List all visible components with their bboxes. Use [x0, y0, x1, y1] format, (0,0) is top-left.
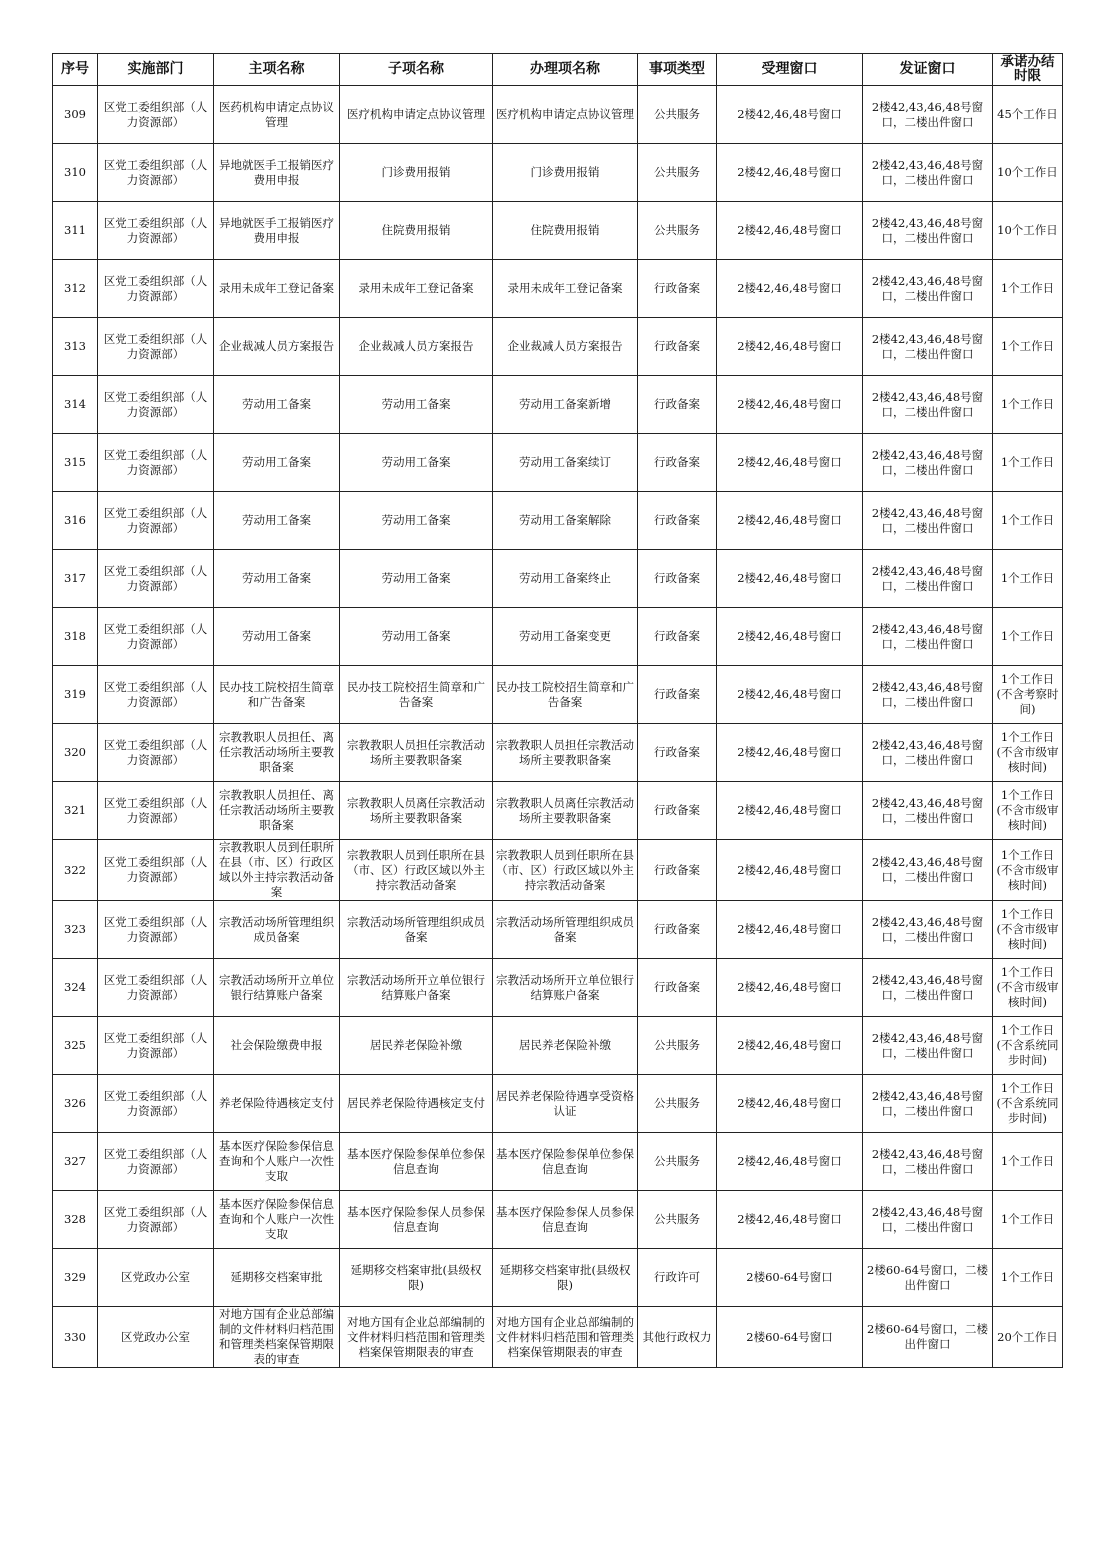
cell-time-limit: 1个工作日(不含市级审核时间)	[993, 959, 1063, 1017]
cell-index: 320	[53, 724, 98, 782]
cell-index: 330	[53, 1307, 98, 1368]
cell-department: 区党工委组织部（人力资源部）	[98, 550, 214, 608]
cell-issue-window: 2楼60-64号窗口，二楼出件窗口	[863, 1307, 993, 1368]
cell-time-limit: 1个工作日	[993, 434, 1063, 492]
cell-department: 区党工委组织部（人力资源部）	[98, 86, 214, 144]
cell-department: 区党工委组织部（人力资源部）	[98, 1133, 214, 1191]
table-row	[53, 901, 1063, 959]
cell-index: 316	[53, 492, 98, 550]
cell-issue-window: 2楼42,43,46,48号窗口，二楼出件窗口	[863, 376, 993, 434]
cell-item-type: 公共服务	[638, 202, 717, 260]
cell-issue-window: 2楼42,43,46,48号窗口，二楼出件窗口	[863, 724, 993, 782]
cell-sub-item: 门诊费用报销	[340, 144, 493, 202]
cell-handling-item: 门诊费用报销	[493, 144, 638, 202]
cell-item-type: 行政备案	[638, 608, 717, 666]
cell-index: 309	[53, 86, 98, 144]
cell-time-limit: 1个工作日	[993, 260, 1063, 318]
cell-item-type: 行政备案	[638, 492, 717, 550]
cell-sub-item: 延期移交档案审批(县级权限)	[340, 1249, 493, 1307]
cell-main-item: 对地方国有企业总部编制的文件材料归档范围和管理类档案保管期限表的审查	[214, 1307, 340, 1368]
cell-main-item: 宗教活动场所开立单位银行结算账户备案	[214, 959, 340, 1017]
cell-item-type: 行政备案	[638, 724, 717, 782]
cell-item-type: 公共服务	[638, 144, 717, 202]
cell-handling-item: 住院费用报销	[493, 202, 638, 260]
cell-handling-item: 宗教教职人员到任职所在县（市、区）行政区域以外主持宗教活动备案	[493, 840, 638, 901]
cell-department: 区党工委组织部（人力资源部）	[98, 376, 214, 434]
cell-item-type: 行政备案	[638, 434, 717, 492]
cell-accept-window: 2楼42,46,48号窗口	[717, 901, 863, 959]
cell-main-item: 劳动用工备案	[214, 376, 340, 434]
cell-handling-item: 劳动用工备案终止	[493, 550, 638, 608]
cell-time-limit: 1个工作日	[993, 1191, 1063, 1249]
cell-issue-window: 2楼42,43,46,48号窗口，二楼出件窗口	[863, 1133, 993, 1191]
table-row	[53, 959, 1063, 1017]
cell-sub-item: 民办技工院校招生简章和广告备案	[340, 666, 493, 724]
cell-index: 327	[53, 1133, 98, 1191]
cell-index: 318	[53, 608, 98, 666]
cell-department: 区党工委组织部（人力资源部）	[98, 901, 214, 959]
cell-handling-item: 劳动用工备案新增	[493, 376, 638, 434]
cell-issue-window: 2楼42,43,46,48号窗口，二楼出件窗口	[863, 202, 993, 260]
cell-department: 区党工委组织部（人力资源部）	[98, 202, 214, 260]
cell-index: 326	[53, 1075, 98, 1133]
cell-issue-window: 2楼60-64号窗口，二楼出件窗口	[863, 1249, 993, 1307]
cell-issue-window: 2楼42,43,46,48号窗口，二楼出件窗口	[863, 86, 993, 144]
cell-main-item: 劳动用工备案	[214, 434, 340, 492]
cell-department: 区党工委组织部（人力资源部）	[98, 724, 214, 782]
cell-accept-window: 2楼42,46,48号窗口	[717, 1017, 863, 1075]
cell-time-limit: 1个工作日(不含系统同步时间)	[993, 1017, 1063, 1075]
cell-issue-window: 2楼42,43,46,48号窗口，二楼出件窗口	[863, 666, 993, 724]
cell-handling-item: 基本医疗保险参保单位参保信息查询	[493, 1133, 638, 1191]
cell-department: 区党工委组织部（人力资源部）	[98, 782, 214, 840]
cell-item-type: 行政备案	[638, 666, 717, 724]
cell-issue-window: 2楼42,43,46,48号窗口，二楼出件窗口	[863, 1191, 993, 1249]
cell-time-limit: 1个工作日	[993, 318, 1063, 376]
cell-time-limit: 45个工作日	[993, 86, 1063, 144]
cell-department: 区党工委组织部（人力资源部）	[98, 959, 214, 1017]
cell-main-item: 宗教教职人员担任、离任宗教活动场所主要教职备案	[214, 782, 340, 840]
cell-sub-item: 居民养老保险待遇核定支付	[340, 1075, 493, 1133]
cell-sub-item: 对地方国有企业总部编制的文件材料归档范围和管理类档案保管期限表的审查	[340, 1307, 493, 1368]
table-row	[53, 492, 1063, 550]
cell-sub-item: 劳动用工备案	[340, 608, 493, 666]
cell-item-type: 公共服务	[638, 1017, 717, 1075]
cell-sub-item: 劳动用工备案	[340, 492, 493, 550]
cell-sub-item: 基本医疗保险参保单位参保信息查询	[340, 1133, 493, 1191]
table-row	[53, 1017, 1063, 1075]
cell-department: 区党工委组织部（人力资源部）	[98, 492, 214, 550]
cell-item-type: 行政备案	[638, 959, 717, 1017]
cell-main-item: 异地就医手工报销医疗费用申报	[214, 202, 340, 260]
header-accept-window: 受理窗口	[717, 54, 863, 86]
cell-index: 325	[53, 1017, 98, 1075]
table-row	[53, 318, 1063, 376]
table-row	[53, 608, 1063, 666]
cell-accept-window: 2楼42,46,48号窗口	[717, 1075, 863, 1133]
table-row	[53, 550, 1063, 608]
cell-index: 317	[53, 550, 98, 608]
cell-sub-item: 劳动用工备案	[340, 376, 493, 434]
cell-item-type: 行政备案	[638, 901, 717, 959]
cell-accept-window: 2楼42,46,48号窗口	[717, 86, 863, 144]
cell-department: 区党工委组织部（人力资源部）	[98, 608, 214, 666]
table-row	[53, 260, 1063, 318]
header-main-item: 主项名称	[214, 54, 340, 86]
cell-time-limit: 10个工作日	[993, 202, 1063, 260]
cell-main-item: 劳动用工备案	[214, 550, 340, 608]
cell-time-limit: 1个工作日	[993, 492, 1063, 550]
cell-accept-window: 2楼42,46,48号窗口	[717, 492, 863, 550]
table-header-row	[53, 54, 1063, 86]
cell-main-item: 民办技工院校招生简章和广告备案	[214, 666, 340, 724]
cell-handling-item: 延期移交档案审批(县级权限)	[493, 1249, 638, 1307]
cell-issue-window: 2楼42,43,46,48号窗口，二楼出件窗口	[863, 840, 993, 901]
cell-accept-window: 2楼42,46,48号窗口	[717, 959, 863, 1017]
cell-department: 区党工委组织部（人力资源部）	[98, 666, 214, 724]
cell-item-type: 行政备案	[638, 260, 717, 318]
table-row	[53, 1191, 1063, 1249]
table-row	[53, 202, 1063, 260]
cell-main-item: 养老保险待遇核定支付	[214, 1075, 340, 1133]
service-items-table	[52, 53, 1063, 1368]
cell-item-type: 公共服务	[638, 1133, 717, 1191]
cell-department: 区党工委组织部（人力资源部）	[98, 260, 214, 318]
cell-main-item: 基本医疗保险参保信息查询和个人账户一次性支取	[214, 1191, 340, 1249]
cell-sub-item: 劳动用工备案	[340, 434, 493, 492]
table-row	[53, 1133, 1063, 1191]
cell-issue-window: 2楼42,43,46,48号窗口，二楼出件窗口	[863, 608, 993, 666]
cell-index: 313	[53, 318, 98, 376]
cell-main-item: 劳动用工备案	[214, 608, 340, 666]
cell-main-item: 异地就医手工报销医疗费用申报	[214, 144, 340, 202]
cell-time-limit: 1个工作日(不含市级审核时间)	[993, 782, 1063, 840]
cell-accept-window: 2楼42,46,48号窗口	[717, 840, 863, 901]
cell-time-limit: 1个工作日	[993, 608, 1063, 666]
table-row	[53, 666, 1063, 724]
cell-accept-window: 2楼42,46,48号窗口	[717, 666, 863, 724]
cell-index: 311	[53, 202, 98, 260]
cell-department: 区党工委组织部（人力资源部）	[98, 144, 214, 202]
cell-department: 区党政办公室	[98, 1249, 214, 1307]
cell-issue-window: 2楼42,43,46,48号窗口，二楼出件窗口	[863, 959, 993, 1017]
cell-handling-item: 宗教教职人员担任宗教活动场所主要教职备案	[493, 724, 638, 782]
cell-index: 321	[53, 782, 98, 840]
cell-sub-item: 基本医疗保险参保人员参保信息查询	[340, 1191, 493, 1249]
cell-accept-window: 2楼42,46,48号窗口	[717, 318, 863, 376]
table-row	[53, 376, 1063, 434]
cell-main-item: 劳动用工备案	[214, 492, 340, 550]
cell-item-type: 行政备案	[638, 376, 717, 434]
cell-handling-item: 基本医疗保险参保人员参保信息查询	[493, 1191, 638, 1249]
cell-sub-item: 医疗机构申请定点协议管理	[340, 86, 493, 144]
cell-accept-window: 2楼42,46,48号窗口	[717, 144, 863, 202]
cell-accept-window: 2楼42,46,48号窗口	[717, 376, 863, 434]
cell-sub-item: 宗教教职人员到任职所在县（市、区）行政区域以外主持宗教活动备案	[340, 840, 493, 901]
cell-handling-item: 劳动用工备案变更	[493, 608, 638, 666]
cell-issue-window: 2楼42,43,46,48号窗口，二楼出件窗口	[863, 782, 993, 840]
header-time-limit: 承诺办结时限	[993, 54, 1063, 86]
cell-index: 322	[53, 840, 98, 901]
cell-accept-window: 2楼42,46,48号窗口	[717, 724, 863, 782]
table-row	[53, 724, 1063, 782]
cell-main-item: 延期移交档案审批	[214, 1249, 340, 1307]
table-row	[53, 782, 1063, 840]
cell-item-type: 公共服务	[638, 1191, 717, 1249]
cell-time-limit: 10个工作日	[993, 144, 1063, 202]
cell-sub-item: 居民养老保险补缴	[340, 1017, 493, 1075]
cell-main-item: 录用未成年工登记备案	[214, 260, 340, 318]
cell-accept-window: 2楼42,46,48号窗口	[717, 434, 863, 492]
cell-index: 323	[53, 901, 98, 959]
cell-time-limit: 1个工作日	[993, 376, 1063, 434]
cell-index: 314	[53, 376, 98, 434]
table-row	[53, 1307, 1063, 1368]
cell-index: 312	[53, 260, 98, 318]
table-row	[53, 1249, 1063, 1307]
cell-item-type: 行政备案	[638, 318, 717, 376]
cell-handling-item: 医疗机构申请定点协议管理	[493, 86, 638, 144]
table-row	[53, 840, 1063, 901]
cell-index: 328	[53, 1191, 98, 1249]
cell-item-type: 行政备案	[638, 840, 717, 901]
cell-handling-item: 居民养老保险补缴	[493, 1017, 638, 1075]
cell-accept-window: 2楼60-64号窗口	[717, 1307, 863, 1368]
cell-accept-window: 2楼42,46,48号窗口	[717, 608, 863, 666]
header-item-type: 事项类型	[638, 54, 717, 86]
cell-item-type: 公共服务	[638, 1075, 717, 1133]
cell-time-limit: 20个工作日	[993, 1307, 1063, 1368]
cell-sub-item: 住院费用报销	[340, 202, 493, 260]
header-index: 序号	[53, 54, 98, 86]
cell-accept-window: 2楼60-64号窗口	[717, 1249, 863, 1307]
cell-main-item: 企业裁减人员方案报告	[214, 318, 340, 376]
table-row	[53, 434, 1063, 492]
cell-issue-window: 2楼42,43,46,48号窗口，二楼出件窗口	[863, 318, 993, 376]
header-handling-item: 办理项名称	[493, 54, 638, 86]
cell-time-limit: 1个工作日	[993, 550, 1063, 608]
cell-department: 区党工委组织部（人力资源部）	[98, 434, 214, 492]
cell-main-item: 医药机构申请定点协议管理	[214, 86, 340, 144]
header-sub-item: 子项名称	[340, 54, 493, 86]
cell-handling-item: 劳动用工备案续订	[493, 434, 638, 492]
cell-time-limit: 1个工作日	[993, 1249, 1063, 1307]
cell-accept-window: 2楼42,46,48号窗口	[717, 550, 863, 608]
cell-accept-window: 2楼42,46,48号窗口	[717, 1191, 863, 1249]
cell-time-limit: 1个工作日(不含市级审核时间)	[993, 724, 1063, 782]
header-department: 实施部门	[98, 54, 214, 86]
cell-item-type: 其他行政权力	[638, 1307, 717, 1368]
cell-time-limit: 1个工作日(不含系统同步时间)	[993, 1075, 1063, 1133]
cell-time-limit: 1个工作日(不含市级审核时间)	[993, 840, 1063, 901]
cell-accept-window: 2楼42,46,48号窗口	[717, 782, 863, 840]
cell-issue-window: 2楼42,43,46,48号窗口，二楼出件窗口	[863, 901, 993, 959]
cell-accept-window: 2楼42,46,48号窗口	[717, 202, 863, 260]
table-row	[53, 144, 1063, 202]
cell-handling-item: 居民养老保险待遇享受资格认证	[493, 1075, 638, 1133]
cell-handling-item: 民办技工院校招生简章和广告备案	[493, 666, 638, 724]
cell-issue-window: 2楼42,43,46,48号窗口，二楼出件窗口	[863, 260, 993, 318]
cell-index: 310	[53, 144, 98, 202]
cell-issue-window: 2楼42,43,46,48号窗口，二楼出件窗口	[863, 1017, 993, 1075]
cell-handling-item: 对地方国有企业总部编制的文件材料归档范围和管理类档案保管期限表的审查	[493, 1307, 638, 1368]
cell-main-item: 基本医疗保险参保信息查询和个人账户一次性支取	[214, 1133, 340, 1191]
header-issue-window: 发证窗口	[863, 54, 993, 86]
cell-issue-window: 2楼42,43,46,48号窗口，二楼出件窗口	[863, 492, 993, 550]
cell-index: 315	[53, 434, 98, 492]
cell-item-type: 行政许可	[638, 1249, 717, 1307]
cell-time-limit: 1个工作日(不含市级审核时间)	[993, 901, 1063, 959]
cell-handling-item: 录用未成年工登记备案	[493, 260, 638, 318]
cell-sub-item: 宗教活动场所管理组织成员备案	[340, 901, 493, 959]
cell-handling-item: 宗教教职人员离任宗教活动场所主要教职备案	[493, 782, 638, 840]
cell-sub-item: 宗教活动场所开立单位银行结算账户备案	[340, 959, 493, 1017]
cell-department: 区党政办公室	[98, 1307, 214, 1368]
cell-index: 319	[53, 666, 98, 724]
cell-handling-item: 劳动用工备案解除	[493, 492, 638, 550]
cell-sub-item: 宗教教职人员担任宗教活动场所主要教职备案	[340, 724, 493, 782]
cell-issue-window: 2楼42,43,46,48号窗口，二楼出件窗口	[863, 144, 993, 202]
cell-main-item: 宗教教职人员担任、离任宗教活动场所主要教职备案	[214, 724, 340, 782]
cell-item-type: 行政备案	[638, 550, 717, 608]
cell-sub-item: 宗教教职人员离任宗教活动场所主要教职备案	[340, 782, 493, 840]
cell-accept-window: 2楼42,46,48号窗口	[717, 1133, 863, 1191]
cell-accept-window: 2楼42,46,48号窗口	[717, 260, 863, 318]
cell-department: 区党工委组织部（人力资源部）	[98, 1075, 214, 1133]
cell-item-type: 公共服务	[638, 86, 717, 144]
cell-sub-item: 劳动用工备案	[340, 550, 493, 608]
cell-department: 区党工委组织部（人力资源部）	[98, 1191, 214, 1249]
cell-issue-window: 2楼42,43,46,48号窗口，二楼出件窗口	[863, 1075, 993, 1133]
cell-department: 区党工委组织部（人力资源部）	[98, 1017, 214, 1075]
cell-sub-item: 企业裁减人员方案报告	[340, 318, 493, 376]
cell-main-item: 社会保险缴费申报	[214, 1017, 340, 1075]
cell-index: 324	[53, 959, 98, 1017]
cell-handling-item: 宗教活动场所开立单位银行结算账户备案	[493, 959, 638, 1017]
cell-department: 区党工委组织部（人力资源部）	[98, 840, 214, 901]
cell-item-type: 行政备案	[638, 782, 717, 840]
table-row	[53, 1075, 1063, 1133]
cell-handling-item: 企业裁减人员方案报告	[493, 318, 638, 376]
table-row	[53, 86, 1063, 144]
cell-index: 329	[53, 1249, 98, 1307]
cell-issue-window: 2楼42,43,46,48号窗口，二楼出件窗口	[863, 434, 993, 492]
cell-time-limit: 1个工作日(不含考察时间)	[993, 666, 1063, 724]
cell-issue-window: 2楼42,43,46,48号窗口，二楼出件窗口	[863, 550, 993, 608]
cell-handling-item: 宗教活动场所管理组织成员备案	[493, 901, 638, 959]
cell-time-limit: 1个工作日	[993, 1133, 1063, 1191]
cell-main-item: 宗教教职人员到任职所在县（市、区）行政区域以外主持宗教活动备案	[214, 840, 340, 901]
cell-sub-item: 录用未成年工登记备案	[340, 260, 493, 318]
cell-department: 区党工委组织部（人力资源部）	[98, 318, 214, 376]
cell-main-item: 宗教活动场所管理组织成员备案	[214, 901, 340, 959]
